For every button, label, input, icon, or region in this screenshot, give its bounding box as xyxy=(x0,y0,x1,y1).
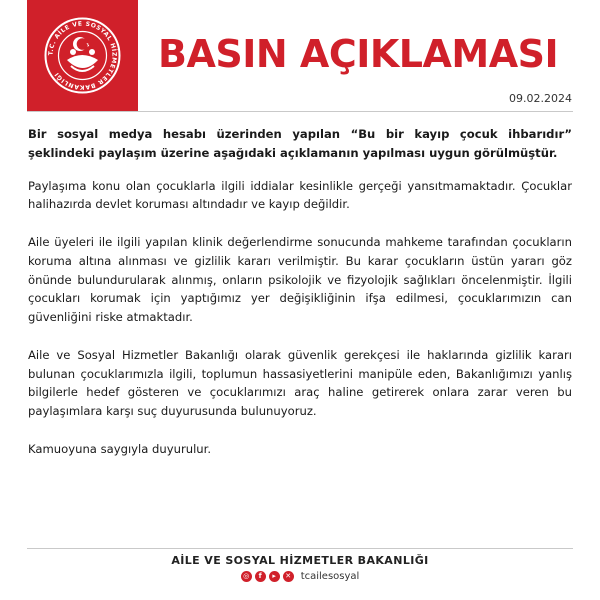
social-links xyxy=(0,571,600,582)
ministry-logo xyxy=(27,0,138,111)
closing-paragraph: Kamuoyuna saygıyla duyurulur. xyxy=(28,441,212,456)
ministry-name: AİLE VE SOSYAL HİZMETLER BAKANLIĞI xyxy=(171,554,429,567)
body-paragraph: Aile ve Sosyal Hizmetler Bakanlığı olarak güvenlik gerekçesi ile haklarında gizlilik kararı bulunan çocuklarımızla ilgili, toplumun hassasiyetlerini manipüle eden, Bakanlığımızı yanlış bilgilerle hedef gösteren ve çocuklarımızı araç haline getirerek onlara zarar veren bu paylaşımlara karşı suç duyurusunda bulunuyoruz. xyxy=(28,347,572,419)
facebook-icon[interactable]: f xyxy=(255,571,266,582)
logo-ring-text: T.C. AİLE VE SOSYAL HİZMETLER BAKANLIĞI xyxy=(47,20,118,91)
instagram-icon[interactable]: ◎ xyxy=(241,571,252,582)
release-date: 09.02.2024 xyxy=(509,92,572,105)
press-release-body xyxy=(28,125,572,477)
footer-divider xyxy=(27,548,573,549)
page-title: BASIN AÇIKLAMASI xyxy=(158,32,559,76)
header-divider xyxy=(27,111,573,112)
x-icon[interactable]: ✕ xyxy=(283,571,294,582)
body-paragraph: Aile üyeleri ile ilgili yapılan klinik değerlendirme sonucunda mahkeme tarafından çocukların koruma altına alınması ve gizlilik kararı verilmiştir. Bu karar çocukların üstün yararı göz önünde bulundurularak alınmış, onların psikolojik ve fizyolojik sağlıkları öncelenmiştir. İlgili çocukları korumak için yaptığımız yer değişikliğinin ifşa edilmesi, çocuklarımızın can güvenliğini riske atmaktadır. xyxy=(28,234,572,325)
body-paragraph: Paylaşıma konu olan çocuklarla ilgili iddialar kesinlikle gerçeği yansıtmamaktadır. Çocuklar halihazırda devlet koruması altındadır ve kayıp değildir. xyxy=(28,178,572,212)
social-handle[interactable]: tcailesosyal xyxy=(300,571,360,582)
ministry-emblem-icon xyxy=(27,0,138,111)
intro-paragraph: Bir sosyal medya hesabı üzerinden yapılan “Bu bir kayıp çocuk ihbarıdır” şeklindeki paylaşım üzerine aşağıdaki açıklamanın yapılması uygun görülmüştür. xyxy=(28,127,572,160)
youtube-icon[interactable]: ▸ xyxy=(269,571,280,582)
